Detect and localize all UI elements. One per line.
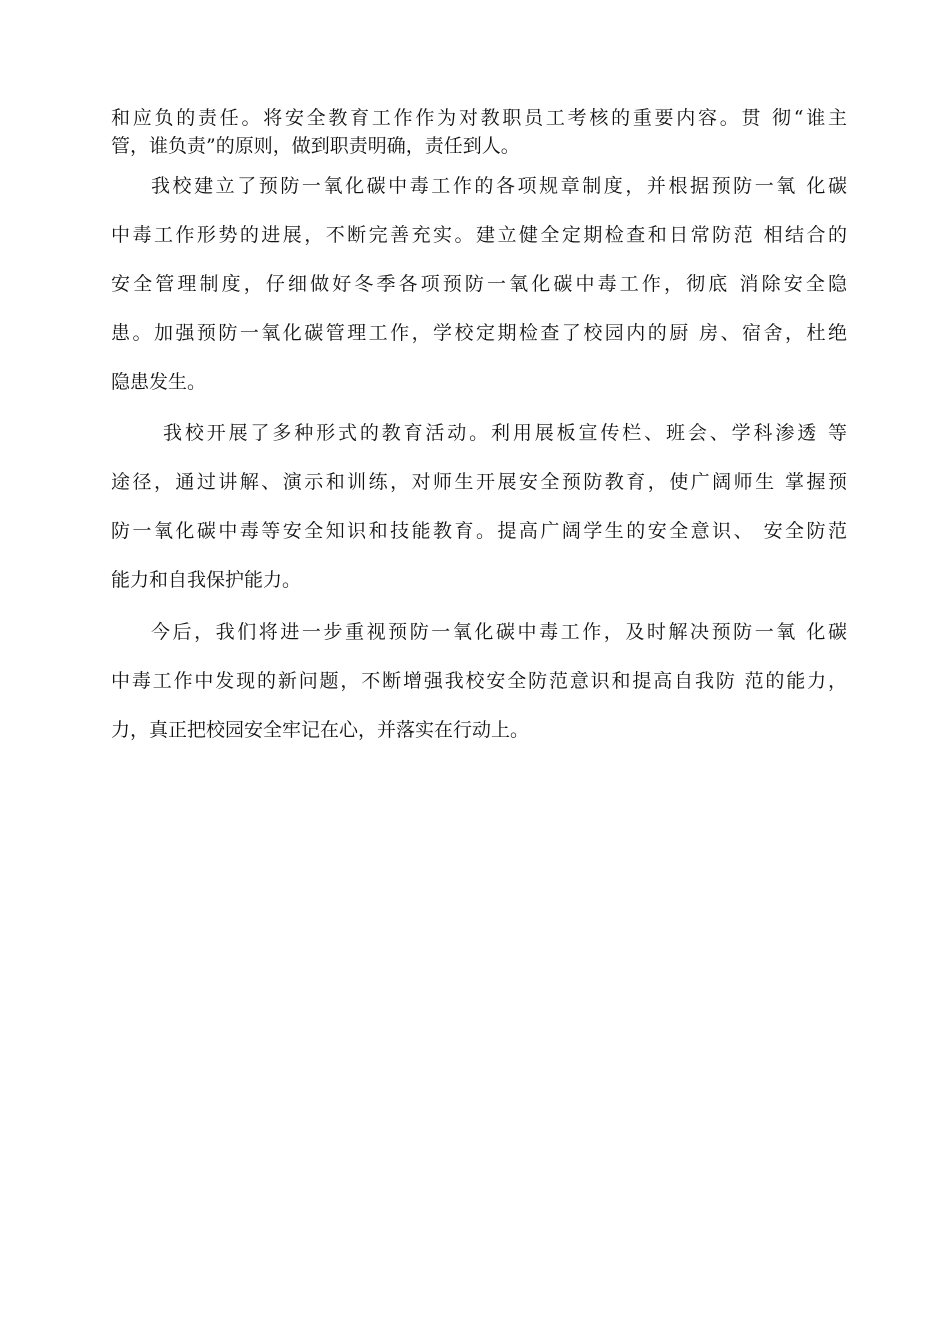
paragraph-line: 中毒工作中发现的新问题，不断增强我校安全防范意识和提高自我防 范的能力，: [111, 670, 847, 692]
paragraph-line: 管，谁负责”的原则，做到职责明确，责任到人。: [111, 135, 520, 157]
paragraph-line: 和应负的责任。将安全教育工作作为对教职员工考核的重要内容。贯 彻“谁主: [111, 107, 847, 129]
paragraph-line: 安全管理制度，仔细做好冬季各项预防一氧化碳中毒工作，彻底 消除安全隐: [111, 273, 847, 295]
paragraph-1: [111, 104, 847, 160]
paragraph-3: [111, 409, 847, 605]
paragraph-line: 我校建立了预防一氧化碳中毒工作的各项规章制度，并根据预防一氧 化碳: [151, 175, 847, 197]
paragraph-line: 我校开展了多种形式的教育活动。利用展板宣传栏、班会、学科渗透 等: [163, 422, 847, 444]
paragraph-line: 力，真正把校园安全牢记在心，并落实在行动上。: [111, 719, 530, 741]
paragraph-line: 中毒工作形势的进展，不断完善充实。建立健全定期检查和日常防范 相结合的: [111, 224, 847, 246]
paragraph-line: 今后，我们将进一步重视预防一氧化碳中毒工作，及时解决预防一氧 化碳: [151, 621, 847, 643]
paragraph-line: 能力和自我保护能力。: [111, 569, 302, 591]
paragraph-4: [111, 608, 847, 755]
paragraph-line: 防一氧化碳中毒等安全知识和技能教育。提高广阔学生的安全意识、 安全防范: [111, 520, 847, 542]
paragraph-line: 患。加强预防一氧化碳管理工作，学校定期检查了校园内的厨 房、宿舍，杜绝: [111, 322, 847, 344]
paragraph-line: 隐患发生。: [111, 371, 207, 393]
paragraph-2: [111, 162, 847, 407]
paragraph-line: 途径，通过讲解、演示和训练，对师生开展安全预防教育，使广阔师生 掌握预: [111, 471, 847, 493]
